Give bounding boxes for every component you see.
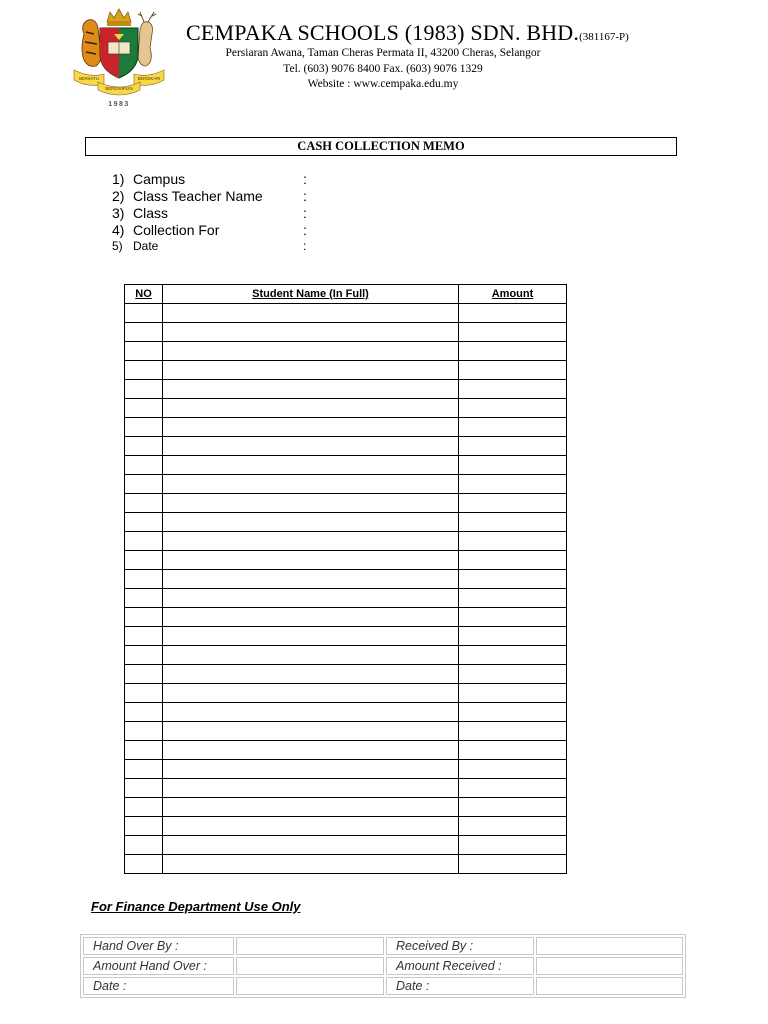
field-number: 1): [112, 171, 125, 187]
hand-over-date-label: Date :: [83, 977, 234, 995]
amount-hand-over-label: Amount Hand Over :: [83, 957, 234, 975]
table-row: [125, 342, 567, 361]
amount-received-label: Amount Received :: [386, 957, 534, 975]
row-amount-cell[interactable]: [459, 836, 567, 855]
row-student-name-cell[interactable]: [163, 665, 459, 684]
row-student-name-cell[interactable]: [163, 399, 459, 418]
row-student-name-cell[interactable]: [163, 342, 459, 361]
hand-over-by-label: Hand Over By :: [83, 937, 234, 955]
row-no-cell[interactable]: [125, 456, 163, 475]
row-student-name-cell[interactable]: [163, 304, 459, 323]
row-student-name-cell[interactable]: [163, 798, 459, 817]
table-row: [125, 722, 567, 741]
logo-motto-bottom: BERDISIPLIN: [105, 86, 133, 91]
received-date-field[interactable]: [536, 977, 683, 995]
table-row: [125, 532, 567, 551]
table-row: [125, 608, 567, 627]
row-student-name-cell[interactable]: [163, 627, 459, 646]
row-amount-cell[interactable]: [459, 817, 567, 836]
row-student-name-cell[interactable]: [163, 589, 459, 608]
field-colon: :: [303, 171, 307, 187]
field-label: Class: [133, 205, 169, 221]
row-amount-cell[interactable]: [459, 475, 567, 494]
row-student-name-cell[interactable]: [163, 532, 459, 551]
company-website: Website : www.cempaka.edu.my: [307, 78, 459, 90]
memo-title: CASH COLLECTION MEMO: [85, 137, 677, 156]
table-row: [125, 456, 567, 475]
table-row: [125, 551, 567, 570]
row-amount-cell[interactable]: [459, 646, 567, 665]
row-no-cell[interactable]: [125, 836, 163, 855]
row-student-name-cell[interactable]: [163, 494, 459, 513]
table-row: [125, 589, 567, 608]
row-amount-cell[interactable]: [459, 665, 567, 684]
company-address: Persiaran Awana, Taman Cheras Permata II, 43200 Cheras, Selangor: [225, 47, 541, 59]
table-row: [125, 760, 567, 779]
row-amount-cell[interactable]: [459, 779, 567, 798]
finance-row: [83, 977, 683, 995]
field-number: 3): [112, 205, 125, 221]
row-no-cell[interactable]: [125, 494, 163, 513]
row-student-name-cell[interactable]: [163, 722, 459, 741]
school-crest-logo: [70, 4, 168, 112]
row-no-cell[interactable]: [125, 817, 163, 836]
row-student-name-cell[interactable]: [163, 456, 459, 475]
table-row: [125, 855, 567, 874]
row-student-name-cell[interactable]: [163, 703, 459, 722]
field-number: 2): [112, 188, 125, 204]
field-colon: :: [303, 205, 307, 221]
table-row: [125, 380, 567, 399]
company-name: CEMPAKA SCHOOLS (1983) SDN. BHD.: [186, 20, 580, 45]
row-no-cell[interactable]: [125, 361, 163, 380]
row-student-name-cell[interactable]: [163, 437, 459, 456]
finance-row: [83, 957, 683, 975]
row-student-name-cell[interactable]: [163, 817, 459, 836]
row-no-cell[interactable]: [125, 703, 163, 722]
row-student-name-cell[interactable]: [163, 608, 459, 627]
header-no: NO: [125, 285, 163, 304]
row-no-cell[interactable]: [125, 855, 163, 874]
table-row: [125, 513, 567, 532]
company-contact: Tel. (603) 9076 8400 Fax. (603) 9076 1329: [283, 63, 483, 75]
row-no-cell[interactable]: [125, 665, 163, 684]
row-amount-cell[interactable]: [459, 323, 567, 342]
amount-received-field[interactable]: [536, 957, 683, 975]
hand-over-by-field[interactable]: [236, 937, 384, 955]
row-no-cell[interactable]: [125, 380, 163, 399]
row-student-name-cell[interactable]: [163, 380, 459, 399]
row-no-cell[interactable]: [125, 418, 163, 437]
row-amount-cell[interactable]: [459, 418, 567, 437]
row-no-cell[interactable]: [125, 684, 163, 703]
row-amount-cell[interactable]: [459, 342, 567, 361]
table-row: [125, 494, 567, 513]
row-no-cell[interactable]: [125, 342, 163, 361]
received-by-field[interactable]: [536, 937, 683, 955]
row-amount-cell[interactable]: [459, 855, 567, 874]
row-no-cell[interactable]: [125, 608, 163, 627]
table-row: [125, 475, 567, 494]
row-no-cell[interactable]: [125, 722, 163, 741]
table-row: [125, 437, 567, 456]
row-amount-cell[interactable]: [459, 570, 567, 589]
row-no-cell[interactable]: [125, 323, 163, 342]
table-body: [125, 304, 567, 874]
table-row: [125, 741, 567, 760]
row-no-cell[interactable]: [125, 304, 163, 323]
table-row: [125, 627, 567, 646]
row-amount-cell[interactable]: [459, 532, 567, 551]
row-amount-cell[interactable]: [459, 399, 567, 418]
finance-table: [80, 934, 686, 998]
row-amount-cell[interactable]: [459, 513, 567, 532]
row-no-cell[interactable]: [125, 741, 163, 760]
row-no-cell[interactable]: [125, 475, 163, 494]
field-number: 5): [112, 239, 123, 253]
row-amount-cell[interactable]: [459, 760, 567, 779]
row-amount-cell[interactable]: [459, 703, 567, 722]
field-colon: :: [303, 239, 307, 253]
table-row: [125, 684, 567, 703]
row-student-name-cell[interactable]: [163, 361, 459, 380]
row-amount-cell[interactable]: [459, 722, 567, 741]
company-heading: [186, 20, 629, 46]
row-student-name-cell[interactable]: [163, 475, 459, 494]
row-no-cell[interactable]: [125, 570, 163, 589]
table-row: [125, 418, 567, 437]
received-by-label: Received By :: [386, 937, 534, 955]
row-student-name-cell[interactable]: [163, 570, 459, 589]
logo-motto-right: BERDIKARI: [137, 76, 161, 81]
row-no-cell[interactable]: [125, 532, 163, 551]
table-row: [125, 361, 567, 380]
row-student-name-cell[interactable]: [163, 760, 459, 779]
table-row: [125, 570, 567, 589]
row-no-cell[interactable]: [125, 437, 163, 456]
row-student-name-cell[interactable]: [163, 855, 459, 874]
row-amount-cell[interactable]: [459, 304, 567, 323]
table-row: [125, 665, 567, 684]
row-no-cell[interactable]: [125, 646, 163, 665]
row-amount-cell[interactable]: [459, 798, 567, 817]
row-no-cell[interactable]: [125, 399, 163, 418]
row-amount-cell[interactable]: [459, 380, 567, 399]
row-amount-cell[interactable]: [459, 494, 567, 513]
field-colon: :: [303, 222, 307, 238]
header-student-name: Student Name (In Full): [163, 285, 459, 304]
amount-hand-over-field[interactable]: [236, 957, 384, 975]
row-no-cell[interactable]: [125, 627, 163, 646]
table-row: [125, 798, 567, 817]
field-label: Campus: [133, 171, 186, 187]
row-no-cell[interactable]: [125, 798, 163, 817]
table-row: [125, 779, 567, 798]
row-amount-cell[interactable]: [459, 589, 567, 608]
row-amount-cell[interactable]: [459, 627, 567, 646]
row-student-name-cell[interactable]: [163, 513, 459, 532]
logo-year: 1983: [108, 101, 130, 108]
hand-over-date-field[interactable]: [236, 977, 384, 995]
row-amount-cell[interactable]: [459, 456, 567, 475]
table-row: [125, 836, 567, 855]
field-colon: :: [303, 188, 307, 204]
row-student-name-cell[interactable]: [163, 323, 459, 342]
row-student-name-cell[interactable]: [163, 684, 459, 703]
field-label: Class Teacher Name: [133, 188, 263, 204]
table-row: [125, 703, 567, 722]
row-no-cell[interactable]: [125, 760, 163, 779]
table-row: [125, 646, 567, 665]
field-label: Date: [133, 239, 159, 253]
row-amount-cell[interactable]: [459, 608, 567, 627]
row-amount-cell[interactable]: [459, 741, 567, 760]
row-amount-cell[interactable]: [459, 684, 567, 703]
header-amount: Amount: [459, 285, 567, 304]
row-no-cell[interactable]: [125, 551, 163, 570]
row-student-name-cell[interactable]: [163, 418, 459, 437]
row-student-name-cell[interactable]: [163, 646, 459, 665]
student-collection-table: [124, 284, 567, 874]
table-row: [125, 817, 567, 836]
row-student-name-cell[interactable]: [163, 836, 459, 855]
row-no-cell[interactable]: [125, 779, 163, 798]
row-no-cell[interactable]: [125, 513, 163, 532]
logo-motto-left: BERSATU: [79, 76, 99, 81]
table-row: [125, 399, 567, 418]
finance-row: [83, 937, 683, 955]
table-row: [125, 304, 567, 323]
row-amount-cell[interactable]: [459, 361, 567, 380]
field-number: 4): [112, 222, 125, 238]
company-registration: (381167-P): [579, 31, 629, 43]
field-label: Collection For: [133, 222, 220, 238]
table-header-row: [125, 285, 567, 304]
row-amount-cell[interactable]: [459, 437, 567, 456]
table-row: [125, 323, 567, 342]
finance-section-title: For Finance Department Use Only: [91, 899, 301, 914]
received-date-label: Date :: [386, 977, 534, 995]
row-student-name-cell[interactable]: [163, 779, 459, 798]
row-student-name-cell[interactable]: [163, 741, 459, 760]
row-amount-cell[interactable]: [459, 551, 567, 570]
row-student-name-cell[interactable]: [163, 551, 459, 570]
row-no-cell[interactable]: [125, 589, 163, 608]
